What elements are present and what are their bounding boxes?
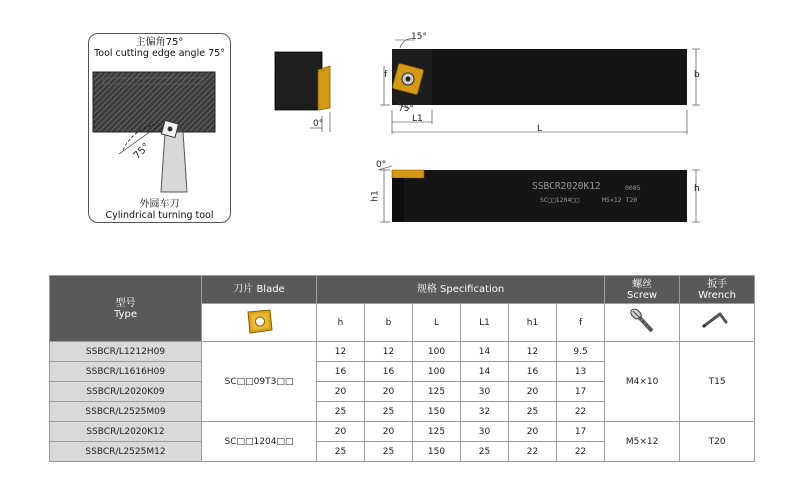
spec-value-cell: 125: [413, 422, 461, 442]
blade-header: 刀片 Blade: [202, 276, 317, 304]
screw-cell: M5×12: [605, 422, 680, 462]
table-row: [50, 342, 755, 362]
spec-col-h1: h1: [509, 304, 557, 342]
spec-value-cell: 32: [461, 402, 509, 422]
top-view-shank: [392, 49, 687, 105]
spec-value-cell: 100: [413, 342, 461, 362]
spec-value-cell: 30: [461, 422, 509, 442]
spec-value-cell: 20: [509, 422, 557, 442]
dim-75-deg: 75°: [398, 104, 414, 114]
type-header-cn: 型号: [115, 297, 136, 309]
spec-value-cell: 14: [461, 362, 509, 382]
side-view-zero-deg: 0°: [376, 160, 387, 170]
angle-title-cn: 主偏角75°: [135, 37, 184, 48]
end-view-body: [275, 52, 322, 110]
spec-value-cell: 25: [365, 442, 413, 462]
turning-diagram: [89, 62, 229, 197]
dim-f: f: [384, 70, 388, 80]
spec-value-cell: 16: [509, 362, 557, 382]
tool-stamp-model: SSBCR2020K12: [532, 181, 601, 192]
spec-value-cell: 30: [461, 382, 509, 402]
spec-value-cell: 20: [509, 382, 557, 402]
spec-value-cell: 25: [317, 442, 365, 462]
spec-value-cell: 12: [317, 342, 365, 362]
model-cell: SSBCR/L2525M12: [50, 442, 202, 462]
tool-stamp-detail: M5×12 T20: [602, 196, 638, 204]
table-header-row: [50, 276, 755, 304]
spec-value-cell: 20: [317, 382, 365, 402]
side-view-insert: [392, 170, 424, 178]
spec-value-cell: 22: [557, 442, 605, 462]
spec-value-cell: 150: [413, 402, 461, 422]
spec-value-cell: 125: [413, 382, 461, 402]
wrench-header: [680, 276, 755, 304]
screw-header-en: Screw: [627, 289, 658, 301]
spec-value-cell: 150: [413, 442, 461, 462]
spec-header: 规格 Specification: [317, 276, 605, 304]
spec-value-cell: 25: [509, 402, 557, 422]
screw-icon: [605, 304, 680, 342]
spec-col-l: L: [413, 304, 461, 342]
spec-value-cell: 20: [365, 382, 413, 402]
spec-value-cell: 22: [557, 402, 605, 422]
operation-en: Cylindrical turning tool: [105, 210, 214, 221]
end-view-zero-deg: 0°: [313, 119, 324, 129]
angle-mark-75: 75°: [131, 141, 153, 162]
tool-stamp-code: 0085: [625, 184, 641, 192]
workpiece: [93, 72, 215, 132]
dim-b: b: [694, 70, 700, 80]
spec-value-cell: 25: [365, 402, 413, 422]
blade-insert-icon: [202, 304, 317, 342]
spec-col-b: b: [365, 304, 413, 342]
wrench-header-en: Wrench: [698, 289, 736, 301]
model-cell: SSBCR/L1616H09: [50, 362, 202, 382]
spec-value-cell: 9.5: [557, 342, 605, 362]
spec-value-cell: 16: [317, 362, 365, 382]
dim-l1: L1: [412, 114, 423, 124]
spec-table: [49, 275, 755, 462]
model-cell: SSBCR/L1212H09: [50, 342, 202, 362]
spec-value-cell: 12: [509, 342, 557, 362]
spec-col-f: f: [557, 304, 605, 342]
wrench-cell: T20: [680, 422, 755, 462]
type-header: [50, 276, 202, 342]
tool-stamp-insert: SC□□1204□□: [540, 196, 580, 204]
spec-value-cell: 17: [557, 422, 605, 442]
spec-value-cell: 16: [365, 362, 413, 382]
spec-value-cell: 25: [317, 402, 365, 422]
type-header-en: Type: [114, 308, 137, 320]
dim-15-deg: 15°: [411, 32, 427, 42]
wrench-cell: T15: [680, 342, 755, 422]
spec-value-cell: 20: [365, 422, 413, 442]
model-cell: SSBCR/L2020K09: [50, 382, 202, 402]
spec-value-cell: 12: [365, 342, 413, 362]
side-view-drawing: [370, 160, 715, 230]
screw-header-cn: 螺丝: [632, 278, 653, 290]
blade-cell: SC□□09T3□□: [202, 342, 317, 422]
end-view-insert: [318, 66, 330, 110]
spec-value-cell: 17: [557, 382, 605, 402]
spec-value-cell: 20: [317, 422, 365, 442]
dim-h1: h1: [370, 190, 381, 202]
blade-cell: SC□□1204□□: [202, 422, 317, 462]
cutting-angle-figure: [88, 33, 231, 223]
operation-cn: 外圆车刀: [139, 199, 180, 210]
spec-value-cell: 14: [461, 342, 509, 362]
spec-value-cell: 22: [509, 442, 557, 462]
model-cell: SSBCR/L2525M09: [50, 402, 202, 422]
dim-h: h: [694, 184, 700, 194]
table-row: [50, 422, 755, 442]
spec-col-l1: L1: [461, 304, 509, 342]
screw-cell: M4×10: [605, 342, 680, 422]
screw-header: [605, 276, 680, 304]
dim-l: L: [537, 124, 543, 134]
spec-value-cell: 13: [557, 362, 605, 382]
model-cell: SSBCR/L2020K12: [50, 422, 202, 442]
tool-shank: [161, 132, 187, 192]
spec-value-cell: 100: [413, 362, 461, 382]
angle-title-en: Tool cutting edge angle 75°: [94, 48, 225, 59]
spec-col-h: h: [317, 304, 365, 342]
spec-value-cell: 25: [461, 442, 509, 462]
wrench-header-cn: 扳手: [707, 278, 728, 290]
wrench-icon: [680, 304, 755, 342]
